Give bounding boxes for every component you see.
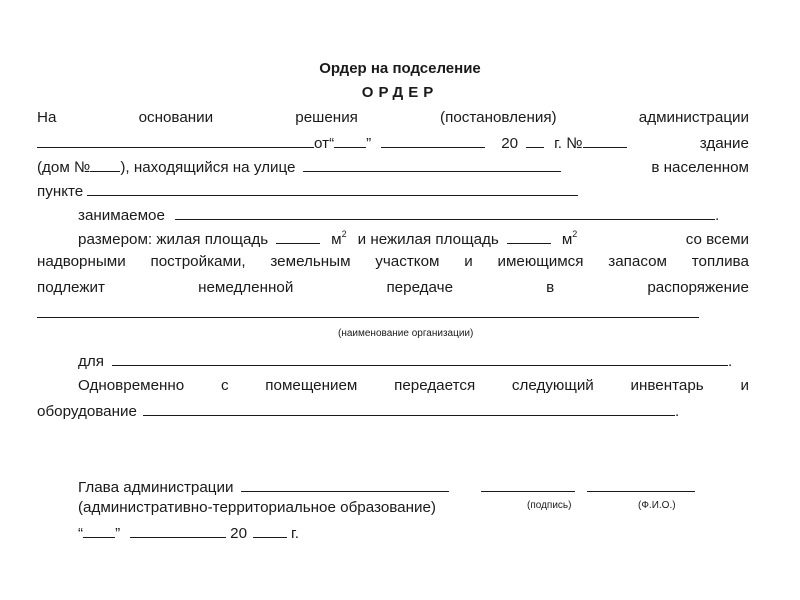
word-zdanie: здание	[699, 135, 749, 152]
line-9	[37, 302, 749, 322]
line-2	[37, 132, 749, 152]
word-administratsii: администрации	[638, 109, 749, 126]
label-equipment: оборудование	[37, 403, 137, 420]
label-occupied: занимаемое	[78, 207, 165, 224]
line-6	[78, 228, 749, 248]
line-5	[78, 204, 749, 224]
word-s: с	[220, 377, 229, 394]
word-na: На	[37, 109, 57, 126]
line-head	[78, 476, 749, 496]
quote-close: ”	[366, 135, 372, 152]
label-ot: от	[314, 135, 330, 152]
word-uchastkom: участком	[375, 253, 440, 270]
blank-year[interactable]	[526, 132, 544, 148]
line-1	[37, 108, 749, 128]
word-postanovleniya: (постановления)	[440, 109, 557, 126]
quote-open-date: “	[78, 525, 84, 542]
line-7	[37, 252, 749, 272]
word-peredaetsya: передается	[394, 377, 476, 394]
blank-signature[interactable]	[481, 476, 575, 492]
label-admin-entity: (административно-территориальное образование)	[78, 499, 436, 516]
word-inventar: инвентарь	[630, 377, 704, 394]
blank-head-name[interactable]	[241, 476, 449, 492]
label-date-year: 20	[230, 525, 248, 542]
quote-close-date: ”	[115, 525, 121, 542]
label-size-living: размером: жилая площадь	[78, 231, 269, 248]
word-v: в	[546, 279, 555, 296]
line-3	[37, 156, 749, 176]
word-topliva: топлива	[691, 253, 749, 270]
word-pomeshcheniem: помещением	[265, 377, 358, 394]
line-12	[37, 400, 749, 420]
caption-signature: (подпись)	[527, 500, 572, 511]
label-year-prefix: 20	[501, 135, 519, 152]
label-g: г.	[291, 525, 299, 542]
blank-fio[interactable]	[587, 476, 695, 492]
blank-number[interactable]	[583, 132, 627, 148]
label-with-all: со всеми	[685, 231, 749, 248]
caption-organization: (наименование организации)	[338, 328, 474, 339]
word-zemelnym: земельным	[270, 253, 351, 270]
word-imeyushchimsya: имеющимся	[497, 253, 584, 270]
blank-date-day[interactable]	[83, 522, 115, 538]
blank-living-area[interactable]	[276, 228, 320, 244]
blank-non-living-area[interactable]	[507, 228, 551, 244]
document-heading: Ордер на подселение	[319, 60, 481, 77]
line-4	[37, 180, 749, 200]
unit-m2-nonliving: $м^2$	[561, 228, 578, 248]
word-rasporyazhenie: распоряжение	[647, 279, 749, 296]
blank-date-year[interactable]	[253, 522, 287, 538]
line-10	[78, 350, 749, 370]
label-head: Глава администрации	[78, 479, 234, 496]
word-resheniya: решения	[295, 109, 358, 126]
word-sleduyushchiy: следующий	[511, 377, 594, 394]
word-postroykami: постройками,	[150, 253, 246, 270]
document-title: ОРДЕР	[361, 84, 439, 101]
blank-for[interactable]	[112, 350, 728, 366]
blank-administration-name[interactable]	[37, 132, 314, 148]
blank-street[interactable]	[303, 156, 561, 172]
label-g-no: г. №	[554, 135, 583, 152]
label-street: ), находящийся на улице	[120, 159, 296, 176]
label-dom-no: (дом №	[37, 159, 91, 176]
label-settlement: в населенном	[651, 159, 749, 176]
line-8	[37, 278, 749, 298]
period: .	[674, 403, 680, 420]
blank-occupied-premises[interactable]	[175, 204, 715, 220]
period: .	[727, 353, 733, 370]
label-for: для	[78, 353, 104, 370]
unit-m2-living: $м^2$	[331, 228, 347, 248]
word-peredache: передаче	[386, 279, 454, 296]
blank-day[interactable]	[334, 132, 366, 148]
blank-settlement[interactable]	[87, 180, 578, 196]
label-non-living: и нежилая площадь	[357, 231, 499, 248]
quote-open: “	[329, 135, 335, 152]
line-date	[78, 522, 749, 542]
word-podlezhit: подлежит	[37, 279, 105, 296]
blank-house-number[interactable]	[90, 156, 120, 172]
word-odnovremenno: Одновременно	[78, 377, 185, 394]
word-zapasom: запасом	[608, 253, 667, 270]
word-nadvornymi: надворными	[37, 253, 126, 270]
blank-organization[interactable]	[37, 302, 699, 318]
line-11	[78, 376, 749, 396]
caption-fio: (Ф.И.О.)	[638, 500, 676, 511]
blank-month[interactable]	[381, 132, 485, 148]
word-osnovanii: основании	[138, 109, 214, 126]
label-punkte: пункте	[37, 183, 84, 200]
word-i: и	[464, 253, 473, 270]
blank-date-month[interactable]	[130, 522, 226, 538]
word-nemedlennoy: немедленной	[198, 279, 294, 296]
word-i2: и	[740, 377, 749, 394]
period: .	[714, 207, 720, 224]
blank-equipment[interactable]	[143, 400, 675, 416]
